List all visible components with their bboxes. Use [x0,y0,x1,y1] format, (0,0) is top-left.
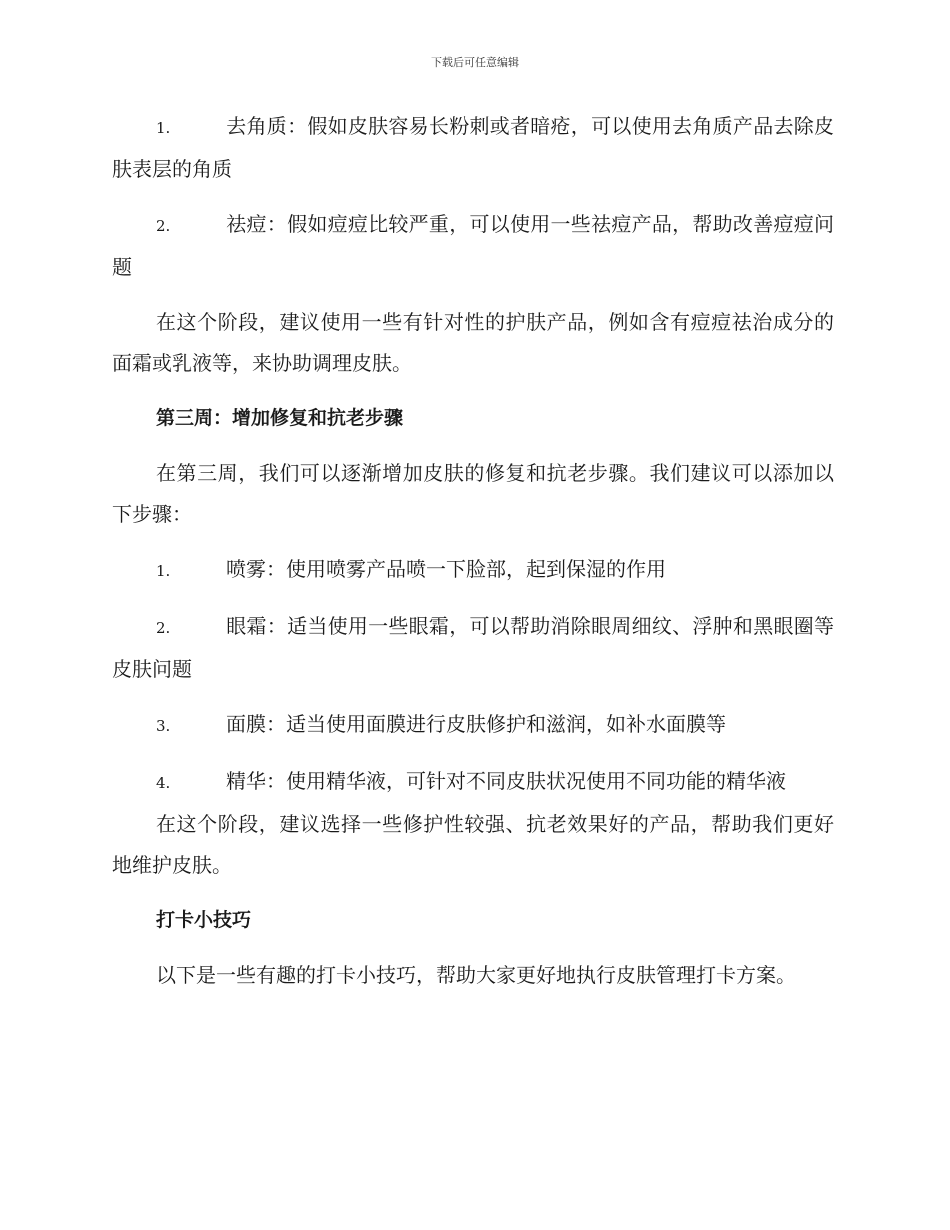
list-text: 面膜：适当使用面膜进行皮肤修护和滋润，如补水面膜等 [226,712,726,736]
list-number: 2. [156,619,171,637]
document-body [112,106,834,1010]
paragraph: 在这个阶段，建议选择一些修护性较强、抗老效果好的产品，帮助我们更好地维护皮肤。 [112,812,834,877]
list-item [112,704,834,747]
page-header: 下载后可任意编辑 [431,56,519,69]
list-item [112,549,834,592]
list-text: 去角质：假如皮肤容易长粉刺或者暗疮，可以使用去角质产品去除皮肤表层的角质 [112,114,834,181]
list-number: 1. [156,562,171,580]
section-heading: 打卡小技巧 [156,909,252,931]
list-text: 精华：使用精华液，可针对不同皮肤状况使用不同功能的精华液 [226,769,786,793]
list-number: 2. [156,217,171,235]
list-item [112,204,834,288]
list-text: 喷雾：使用喷雾产品喷一下脸部，起到保湿的作用 [226,557,666,581]
list-item [112,761,834,804]
list-text: 眼霜：适当使用一些眼霜，可以帮助消除眼周细纹、浮肿和黑眼圈等皮肤问题 [112,614,834,681]
list-item [112,106,834,190]
list-number: 4. [156,774,171,792]
list-number: 1. [156,119,171,137]
section-heading: 第三周：增加修复和抗老步骤 [156,407,404,429]
paragraph: 在这个阶段，建议使用一些有针对性的护肤产品，例如含有痘痘祛治成分的面霜或乳液等，来协助调理皮肤。 [112,310,834,375]
list-text: 祛痘：假如痘痘比较严重，可以使用一些祛痘产品，帮助改善痘痘问题 [112,212,834,279]
list-item [112,606,834,690]
paragraph: 以下是一些有趣的打卡小技巧，帮助大家更好地执行皮肤管理打卡方案。 [156,963,796,987]
paragraph: 在第三周，我们可以逐渐增加皮肤的修复和抗老步骤。我们建议可以添加以下步骤： [112,461,834,526]
list-number: 3. [156,717,171,735]
